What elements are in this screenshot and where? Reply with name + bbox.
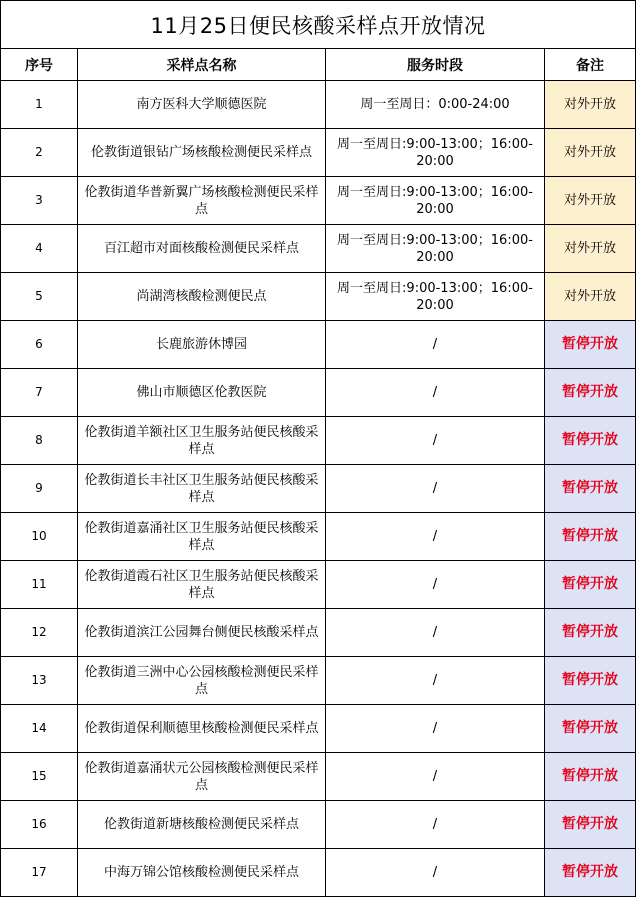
status-note-cell: 对外开放: [545, 225, 636, 273]
status-note-cell: 暂停开放: [545, 753, 636, 801]
table-row: [1, 129, 636, 177]
site-name-cell: 伦教街道羊额社区卫生服务站便民核酸采样点: [78, 417, 326, 465]
site-name-cell: 伦教街道霞石社区卫生服务站便民核酸采样点: [78, 561, 326, 609]
table-row: [1, 705, 636, 753]
table-row: [1, 801, 636, 849]
status-note-cell: 暂停开放: [545, 801, 636, 849]
row-number-cell: 15: [1, 753, 78, 801]
table-row: [1, 657, 636, 705]
row-number-cell: 5: [1, 273, 78, 321]
status-note-cell: 暂停开放: [545, 849, 636, 897]
site-name-cell: 伦教街道嘉涌状元公园核酸检测便民采样点: [78, 753, 326, 801]
table-body: [1, 81, 636, 897]
status-note-cell: 暂停开放: [545, 513, 636, 561]
table-row: [1, 225, 636, 273]
site-name-cell: 尚湖湾核酸检测便民点: [78, 273, 326, 321]
status-note-cell: 暂停开放: [545, 321, 636, 369]
row-number-cell: 16: [1, 801, 78, 849]
table-row: [1, 417, 636, 465]
service-hours-cell: /: [326, 801, 545, 849]
site-name-cell: 伦教街道新塘核酸检测便民采样点: [78, 801, 326, 849]
service-hours-cell: 周一至周日:9:00-13:00；16:00-20:00: [326, 273, 545, 321]
row-number-cell: 2: [1, 129, 78, 177]
row-number-cell: 17: [1, 849, 78, 897]
status-note-cell: 暂停开放: [545, 417, 636, 465]
service-hours-cell: 周一至周日:9:00-13:00；16:00-20:00: [326, 129, 545, 177]
status-note-cell: 对外开放: [545, 129, 636, 177]
column-header-hours: 服务时段: [326, 49, 545, 81]
site-name-cell: 南方医科大学顺德医院: [78, 81, 326, 129]
site-name-cell: 伦教街道三洲中心公园核酸检测便民采样点: [78, 657, 326, 705]
status-note-cell: 暂停开放: [545, 561, 636, 609]
table-row: [1, 177, 636, 225]
status-note-cell: 对外开放: [545, 81, 636, 129]
service-hours-cell: /: [326, 609, 545, 657]
service-hours-cell: /: [326, 753, 545, 801]
row-number-cell: 7: [1, 369, 78, 417]
table-row: [1, 513, 636, 561]
site-name-cell: 伦教街道银钻广场核酸检测便民采样点: [78, 129, 326, 177]
title-row: [1, 1, 636, 49]
row-number-cell: 11: [1, 561, 78, 609]
row-number-cell: 14: [1, 705, 78, 753]
site-name-cell: 伦教街道长丰社区卫生服务站便民核酸采样点: [78, 465, 326, 513]
table-row: [1, 465, 636, 513]
row-number-cell: 1: [1, 81, 78, 129]
status-note-cell: 暂停开放: [545, 465, 636, 513]
service-hours-cell: /: [326, 705, 545, 753]
row-number-cell: 8: [1, 417, 78, 465]
column-header-no: 序号: [1, 49, 78, 81]
row-number-cell: 4: [1, 225, 78, 273]
row-number-cell: 6: [1, 321, 78, 369]
service-hours-cell: /: [326, 369, 545, 417]
status-note-cell: 对外开放: [545, 273, 636, 321]
service-hours-cell: 周一至周日:9:00-13:00；16:00-20:00: [326, 225, 545, 273]
site-name-cell: 中海万锦公馆核酸检测便民采样点: [78, 849, 326, 897]
site-name-cell: 伦教街道嘉涌社区卫生服务站便民核酸采样点: [78, 513, 326, 561]
site-name-cell: 伦教街道滨江公园舞台侧便民核酸采样点: [78, 609, 326, 657]
site-name-cell: 佛山市顺德区伦教医院: [78, 369, 326, 417]
service-hours-cell: 周一至周日:9:00-13:00；16:00-20:00: [326, 177, 545, 225]
status-note-cell: 对外开放: [545, 177, 636, 225]
site-name-cell: 百江超市对面核酸检测便民采样点: [78, 225, 326, 273]
table-row: [1, 273, 636, 321]
header-row: [1, 49, 636, 81]
status-note-cell: 暂停开放: [545, 369, 636, 417]
status-note-cell: 暂停开放: [545, 609, 636, 657]
status-note-cell: 暂停开放: [545, 705, 636, 753]
page-title: 11月25日便民核酸采样点开放情况: [1, 1, 636, 49]
column-header-name: 采样点名称: [78, 49, 326, 81]
service-hours-cell: /: [326, 321, 545, 369]
service-hours-cell: /: [326, 657, 545, 705]
row-number-cell: 10: [1, 513, 78, 561]
row-number-cell: 9: [1, 465, 78, 513]
service-hours-cell: /: [326, 513, 545, 561]
service-hours-cell: 周一至周日：0:00-24:00: [326, 81, 545, 129]
table-row: [1, 849, 636, 897]
site-name-cell: 伦教街道保利顺德里核酸检测便民采样点: [78, 705, 326, 753]
site-name-cell: 长鹿旅游休博园: [78, 321, 326, 369]
service-hours-cell: /: [326, 465, 545, 513]
service-hours-cell: /: [326, 849, 545, 897]
table-row: [1, 81, 636, 129]
site-name-cell: 伦教街道华普新翼广场核酸检测便民采样点: [78, 177, 326, 225]
table-row: [1, 753, 636, 801]
row-number-cell: 3: [1, 177, 78, 225]
row-number-cell: 12: [1, 609, 78, 657]
row-number-cell: 13: [1, 657, 78, 705]
status-note-cell: 暂停开放: [545, 657, 636, 705]
service-hours-cell: /: [326, 417, 545, 465]
service-hours-cell: /: [326, 561, 545, 609]
table-row: [1, 321, 636, 369]
table-row: [1, 369, 636, 417]
table-row: [1, 609, 636, 657]
table-row: [1, 561, 636, 609]
column-header-note: 备注: [545, 49, 636, 81]
